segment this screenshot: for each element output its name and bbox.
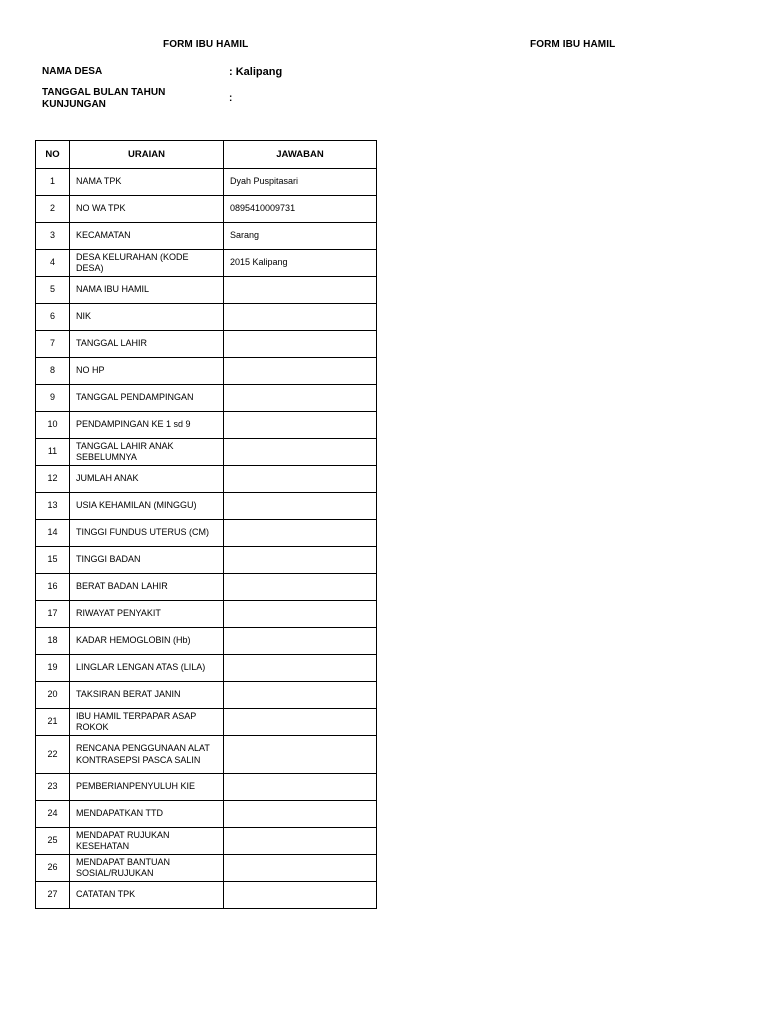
row-number: 11 bbox=[36, 439, 70, 466]
row-uraian: NIK bbox=[70, 304, 224, 331]
table-row bbox=[36, 855, 377, 882]
row-number: 13 bbox=[36, 493, 70, 520]
row-number: 27 bbox=[36, 882, 70, 909]
nama-desa-value: : Kalipang bbox=[229, 66, 283, 78]
row-jawaban bbox=[224, 709, 377, 736]
row-uraian: KECAMATAN bbox=[70, 223, 224, 250]
table-row bbox=[36, 682, 377, 709]
row-uraian: CATATAN TPK bbox=[70, 882, 224, 909]
row-jawaban: Sarang bbox=[224, 223, 377, 250]
row-jawaban bbox=[224, 855, 377, 882]
row-uraian: MENDAPAT BANTUAN SOSIAL/RUJUKAN bbox=[70, 855, 224, 882]
row-uraian: TINGGI FUNDUS UTERUS (CM) bbox=[70, 520, 224, 547]
form-table bbox=[35, 140, 377, 909]
row-number: 17 bbox=[36, 601, 70, 628]
row-number: 6 bbox=[36, 304, 70, 331]
row-jawaban bbox=[224, 466, 377, 493]
tanggal-kunjungan-value: : bbox=[229, 93, 233, 104]
table-row bbox=[36, 774, 377, 801]
row-jawaban bbox=[224, 304, 377, 331]
row-uraian: BERAT BADAN LAHIR bbox=[70, 574, 224, 601]
row-number: 9 bbox=[36, 385, 70, 412]
row-number: 20 bbox=[36, 682, 70, 709]
row-uraian: TANGGAL LAHIR bbox=[70, 331, 224, 358]
table-row bbox=[36, 223, 377, 250]
row-jawaban bbox=[224, 828, 377, 855]
row-uraian: PEMBERIANPENYULUH KIE bbox=[70, 774, 224, 801]
row-number: 19 bbox=[36, 655, 70, 682]
table-row bbox=[36, 520, 377, 547]
table-row bbox=[36, 801, 377, 828]
row-number: 12 bbox=[36, 466, 70, 493]
table-row bbox=[36, 601, 377, 628]
row-uraian: MENDAPAT RUJUKAN KESEHATAN bbox=[70, 828, 224, 855]
row-uraian: NO HP bbox=[70, 358, 224, 385]
form-title-left: FORM IBU HAMIL bbox=[163, 39, 249, 50]
row-number: 5 bbox=[36, 277, 70, 304]
row-jawaban bbox=[224, 882, 377, 909]
row-uraian: NAMA TPK bbox=[70, 169, 224, 196]
tanggal-kunjungan-label: TANGGAL BULAN TAHUN KUNJUNGAN bbox=[42, 87, 166, 110]
table-row bbox=[36, 196, 377, 223]
row-number: 14 bbox=[36, 520, 70, 547]
row-jawaban: 0895410009731 bbox=[224, 196, 377, 223]
row-number: 25 bbox=[36, 828, 70, 855]
row-jawaban bbox=[224, 385, 377, 412]
row-number: 10 bbox=[36, 412, 70, 439]
row-number: 26 bbox=[36, 855, 70, 882]
row-uraian: LINGLAR LENGAN ATAS (LILA) bbox=[70, 655, 224, 682]
row-jawaban bbox=[224, 331, 377, 358]
form-title-right: FORM IBU HAMIL bbox=[530, 39, 616, 50]
row-number: 21 bbox=[36, 709, 70, 736]
table-row bbox=[36, 828, 377, 855]
table-row bbox=[36, 277, 377, 304]
table-row bbox=[36, 412, 377, 439]
row-jawaban bbox=[224, 493, 377, 520]
table-row bbox=[36, 655, 377, 682]
row-number: 16 bbox=[36, 574, 70, 601]
row-uraian: TANGGAL LAHIR ANAK SEBELUMNYA bbox=[70, 439, 224, 466]
table-header-row bbox=[36, 141, 377, 169]
table-row bbox=[36, 709, 377, 736]
row-uraian: TANGGAL PENDAMPINGAN bbox=[70, 385, 224, 412]
row-number: 7 bbox=[36, 331, 70, 358]
row-jawaban bbox=[224, 736, 377, 774]
row-number: 2 bbox=[36, 196, 70, 223]
row-uraian: MENDAPATKAN TTD bbox=[70, 801, 224, 828]
row-jawaban: 2015 Kalipang bbox=[224, 250, 377, 277]
row-jawaban bbox=[224, 601, 377, 628]
column-header-no: NO bbox=[36, 141, 70, 169]
row-uraian: IBU HAMIL TERPAPAR ASAP ROKOK bbox=[70, 709, 224, 736]
row-uraian: RENCANA PENGGUNAAN ALAT KONTRASEPSI PASCA SALIN bbox=[70, 736, 224, 774]
row-number: 18 bbox=[36, 628, 70, 655]
row-jawaban bbox=[224, 655, 377, 682]
row-number: 4 bbox=[36, 250, 70, 277]
row-number: 8 bbox=[36, 358, 70, 385]
table-row bbox=[36, 547, 377, 574]
row-jawaban: Dyah Puspitasari bbox=[224, 169, 377, 196]
row-jawaban bbox=[224, 774, 377, 801]
row-jawaban bbox=[224, 520, 377, 547]
column-header-jawaban: JAWABAN bbox=[224, 141, 377, 169]
row-uraian: NAMA IBU HAMIL bbox=[70, 277, 224, 304]
row-jawaban bbox=[224, 801, 377, 828]
row-number: 15 bbox=[36, 547, 70, 574]
table-row bbox=[36, 493, 377, 520]
table-row bbox=[36, 439, 377, 466]
row-jawaban bbox=[224, 358, 377, 385]
table-row bbox=[36, 628, 377, 655]
row-uraian: TAKSIRAN BERAT JANIN bbox=[70, 682, 224, 709]
row-jawaban bbox=[224, 547, 377, 574]
table-row bbox=[36, 385, 377, 412]
row-number: 3 bbox=[36, 223, 70, 250]
row-jawaban bbox=[224, 412, 377, 439]
row-jawaban bbox=[224, 277, 377, 304]
row-number: 23 bbox=[36, 774, 70, 801]
row-jawaban bbox=[224, 682, 377, 709]
row-uraian: TINGGI BADAN bbox=[70, 547, 224, 574]
row-jawaban bbox=[224, 574, 377, 601]
row-number: 1 bbox=[36, 169, 70, 196]
row-uraian: JUMLAH ANAK bbox=[70, 466, 224, 493]
row-uraian: KADAR HEMOGLOBIN (Hb) bbox=[70, 628, 224, 655]
table-row bbox=[36, 882, 377, 909]
column-header-uraian: URAIAN bbox=[70, 141, 224, 169]
table-row bbox=[36, 331, 377, 358]
row-number: 24 bbox=[36, 801, 70, 828]
row-uraian: DESA KELURAHAN (KODE DESA) bbox=[70, 250, 224, 277]
row-jawaban bbox=[224, 439, 377, 466]
row-uraian: RIWAYAT PENYAKIT bbox=[70, 601, 224, 628]
table-row bbox=[36, 169, 377, 196]
row-uraian: USIA KEHAMILAN (MINGGU) bbox=[70, 493, 224, 520]
row-jawaban bbox=[224, 628, 377, 655]
table-row bbox=[36, 358, 377, 385]
table-row bbox=[36, 574, 377, 601]
table-body bbox=[36, 169, 377, 909]
table-row bbox=[36, 250, 377, 277]
row-uraian: PENDAMPINGAN KE 1 sd 9 bbox=[70, 412, 224, 439]
row-number: 22 bbox=[36, 736, 70, 774]
table-row bbox=[36, 304, 377, 331]
row-uraian: NO WA TPK bbox=[70, 196, 224, 223]
table-row bbox=[36, 466, 377, 493]
table-row bbox=[36, 736, 377, 774]
nama-desa-label: NAMA DESA bbox=[42, 66, 103, 77]
